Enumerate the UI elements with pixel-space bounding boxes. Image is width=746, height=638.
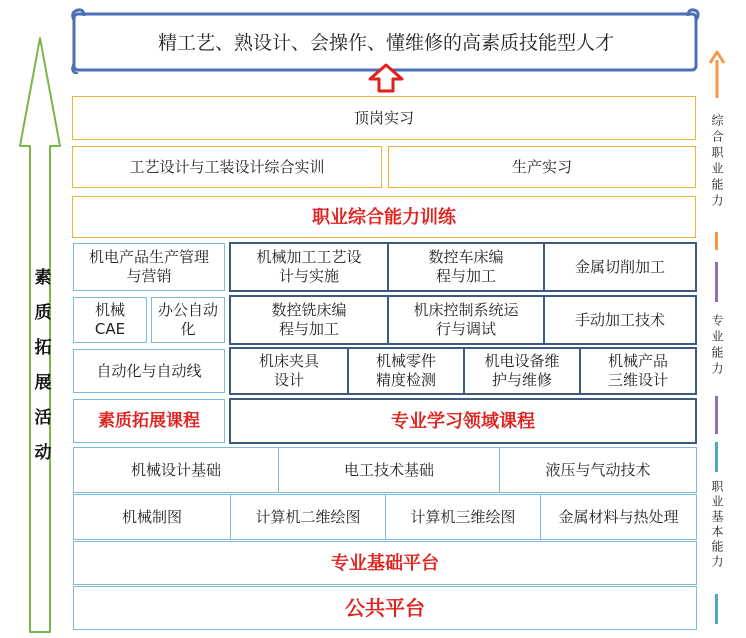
mechanical-cae-box (73, 297, 147, 343)
comprehensive-ability-text: 综合职业能力 (710, 114, 724, 210)
course-label: 数控铣床编程与加工 (271, 301, 347, 338)
comprehensive-ability-bar (715, 232, 718, 250)
course-cell (231, 495, 385, 539)
course-cell (465, 349, 579, 393)
comprehensive-ability-label (710, 114, 724, 210)
quality-activities-text: 素质拓展活动 (30, 268, 51, 478)
professional-ability-label (710, 314, 724, 378)
course-label: 电工技术基础 (343, 460, 434, 479)
course-cell (545, 244, 695, 290)
professional-ability-text: 专业能力 (710, 314, 724, 378)
automation-line-label: 自动化与自动线 (96, 361, 202, 380)
course-cell (386, 495, 540, 539)
professional-platform-label: 专业基础平台 (331, 552, 439, 574)
course-cell (545, 297, 695, 343)
comprehensive-ability-arrow-icon (707, 50, 727, 100)
professional-platform-box (73, 541, 697, 585)
course-cell (500, 448, 696, 492)
course-label: 机床夹具设计 (258, 352, 319, 389)
basics-row-1 (73, 447, 697, 493)
professional-row-a (229, 242, 697, 292)
craft-training-box (72, 146, 382, 188)
vocational-training-label: 职业综合能力训练 (312, 206, 456, 228)
course-label: 手动加工技术 (574, 310, 665, 329)
automation-line-box (73, 349, 225, 393)
professional-row-b (229, 295, 697, 345)
course-label: 计算机三维绘图 (410, 507, 516, 526)
course-cell (349, 349, 463, 393)
internship-label: 顶岗实习 (353, 108, 414, 127)
up-arrow-icon (366, 62, 406, 94)
course-label: 机械产品三维设计 (607, 352, 668, 389)
course-cell (581, 349, 695, 393)
production-management-box (73, 243, 225, 291)
course-label: 机床控制系统运行与调试 (413, 301, 519, 338)
vocational-training-box (72, 196, 696, 238)
course-label: 机械零件精度检测 (375, 352, 436, 389)
course-cell (74, 448, 278, 492)
banner-title: 精工艺、熟设计、会操作、懂维修的高素质技能型人才 (157, 31, 614, 54)
course-label: 机电设备维护与维修 (484, 352, 560, 389)
course-label: 机械设计基础 (130, 460, 221, 479)
professional-courses-box (229, 398, 697, 444)
quality-activities-label (27, 268, 53, 478)
office-automation-label: 办公自动化 (157, 301, 218, 338)
basics-row-2 (73, 494, 697, 540)
course-label: 数控车床编程与加工 (428, 248, 504, 285)
production-internship-box (388, 146, 696, 188)
course-cell (74, 495, 230, 539)
professional-ability-bar-bottom (715, 396, 718, 434)
mechanical-cae-label: 机械CAE (94, 301, 126, 338)
course-cell (231, 349, 347, 393)
public-platform-label: 公共平台 (345, 595, 425, 620)
basic-ability-label (710, 480, 724, 570)
course-cell (279, 448, 499, 492)
office-automation-box (151, 297, 225, 343)
course-label: 金属材料与热处理 (558, 507, 679, 526)
course-label: 机械加工工艺设计与实施 (256, 248, 362, 285)
professional-courses-label: 专业学习领域课程 (391, 410, 535, 432)
course-label: 液压与气动技术 (545, 460, 651, 479)
course-label: 机械制图 (121, 507, 182, 526)
course-cell (541, 495, 696, 539)
production-internship-label: 生产实习 (511, 157, 572, 176)
basic-ability-text: 职业基本能力 (710, 480, 724, 570)
course-cell (231, 297, 387, 343)
craft-training-label: 工艺设计与工装设计综合实训 (129, 157, 325, 176)
quality-courses-box (73, 399, 225, 443)
course-cell (389, 244, 543, 290)
professional-ability-bar-top (715, 262, 718, 302)
basic-ability-bar-top (715, 442, 718, 472)
professional-row-c (229, 347, 697, 395)
course-cell (389, 297, 543, 343)
basic-ability-bar-bottom (715, 594, 718, 624)
course-cell (231, 244, 387, 290)
production-management-label: 机电产品生产管理与营销 (88, 248, 209, 285)
quality-courses-label: 素质拓展课程 (98, 410, 200, 431)
course-label: 计算机二维绘图 (255, 507, 361, 526)
internship-box (72, 96, 696, 140)
public-platform-box (73, 586, 697, 630)
course-label: 金属切削加工 (574, 257, 665, 276)
